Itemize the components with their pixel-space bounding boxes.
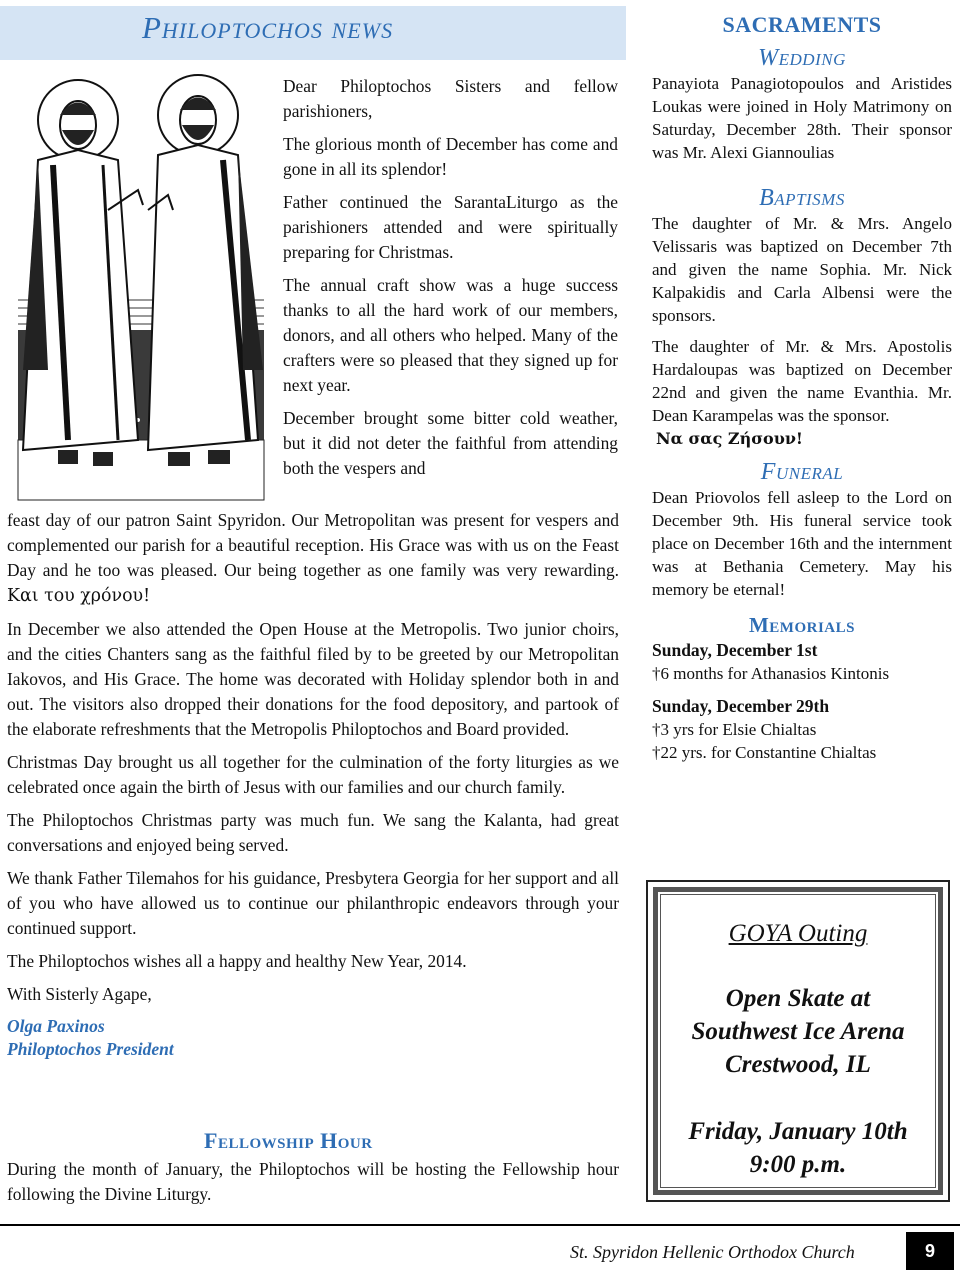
sacraments-column [652,12,952,764]
signer-title: Philoptochos President [7,1039,174,1059]
saints-icon-image [8,70,274,506]
page-title: Philoptochos news [142,10,394,45]
goya-line: Crestwood, IL [725,1051,871,1078]
goya-inner-frame [660,894,936,1188]
letter-closing: With Sisterly Agape, [7,984,152,1004]
wedding-heading: Wedding [758,45,846,71]
greek-greeting: Να σας Ζήσουν! [656,429,803,448]
letter-paragraph: December brought some bitter cold weather, but it did not deter the faithful from attending both the vespers and [283,408,618,478]
wedding-text: Panayiota Panagiotopoulos and Aristides Loukas were joined in Holy Matrimony on Saturday, December 28th. Their sponsor was Mr. Alexi Giannoulias [652,74,952,162]
baptism-entry: The daughter of Mr. & Mrs. Angelo Velissaris was baptized on December 7th and given the name Sophia. Mr. Nick Kalpakidis and Carla Albensi were the sponsors. [652,214,952,325]
letter-paragraph: In December we also attended the Open House at the Metropolis. Two junior choirs, and the cities Chanters sang as the faithful filed by to be greeted by our Metropolitan Iakovos, and His Grace. The home was decorated with Holiday splendor both in and out. The visitors also dropped their donations for the food depository, and partook of the elaborate refreshments that the Metropolis Philoptochos and Board provided. [7,619,619,739]
sacraments-heading: SACRAMENTS [722,12,882,37]
page-number: 9 [906,1232,954,1270]
goya-date: Friday, January 10th [688,1118,908,1145]
letter-greeting: Dear Philoptochos Sisters and fellow parishioners, [283,76,618,121]
greek-phrase: Και του χρόνου! [7,586,151,606]
fellowship-heading: Fellowship Hour [204,1128,373,1153]
letter-paragraph: We thank Father Tilemahos for his guidance, Presbytera Georgia for her support and all of you who have allowed us to continue our philanthropic endeavors through your continued support. [7,868,619,938]
letter-paragraph: The Philoptochos wishes all a happy and healthy New Year, 2014. [7,951,467,971]
memorial-item: †6 months for Athanasios Kintonis [652,664,890,683]
memorial-date: Sunday, December 1st [652,640,818,660]
letter-paragraph: Father continued the SarantaLiturgo as the parishioners attended and were spiritually preparing for Christmas. [283,192,618,262]
letter-paragraph-text: feast day of our patron Saint Spyridon. Our Metropolitan was present for vespers and complemented our parish for a beautiful reception. His Grace was with us on the Feast Day and he too was pleased. Our being together as one family was very rewarding. [7,510,619,580]
goya-line: Open Skate at [725,985,871,1012]
funeral-heading: Funeral [760,459,844,485]
memorial-item: †22 yrs. for Constantine Chialtas [652,743,877,762]
footer-church-name: St. Spyridon Hellenic Orthodox Church [570,1242,855,1262]
letter-paragraph: The Philoptochos Christmas party was much fun. We sang the Kalanta, had great conversations and enjoyed being served. [7,810,619,855]
memorial-date: Sunday, December 29th [652,696,830,716]
letter-paragraph: The glorious month of December has come and gone in all its splendor! [283,134,618,179]
baptisms-heading: Baptisms [759,185,845,211]
memorials-heading: Memorials [748,613,855,637]
goya-line: Southwest Ice Arena [691,1018,905,1045]
goya-title: GOYA Outing [728,920,868,947]
letter-paragraph: The annual craft show was a huge success thanks to all the hard work of our members, donors, and all others who helped. Many of the crafters were so pleased that they signed up for next year. [283,275,618,395]
funeral-text: Dean Priovolos fell asleep to the Lord on December 9th. His funeral service took place on December 16th and the internment was at Bethania Cemetery. May his memory be eternal! [652,488,952,599]
goya-outing-box [646,880,950,1202]
letter-wide-column [7,508,619,1061]
letter-narrow-column [283,74,618,481]
letter-paragraph [7,508,619,609]
letter-paragraph: Christmas Day brought us all together for the culmination of the forty liturgies as we celebrated once again the birth of Jesus with our families and our church family. [7,752,619,797]
baptism-entry: The daughter of Mr. & Mrs. Apostolis Hardaloupas was baptized on December 22nd and given the name Evanthia. Mr. Dean Karampelas was the sponsor. [652,337,952,425]
memorial-item: †3 yrs for Elsie Chialtas [652,720,817,739]
goya-time: 9:00 p.m. [749,1151,847,1178]
signer-name: Olga Paxinos [7,1016,105,1036]
fellowship-text: During the month of January, the Philoptochos will be hosting the Fellowship hour following the Divine Liturgy. [7,1159,619,1204]
footer-rule [0,1224,960,1226]
